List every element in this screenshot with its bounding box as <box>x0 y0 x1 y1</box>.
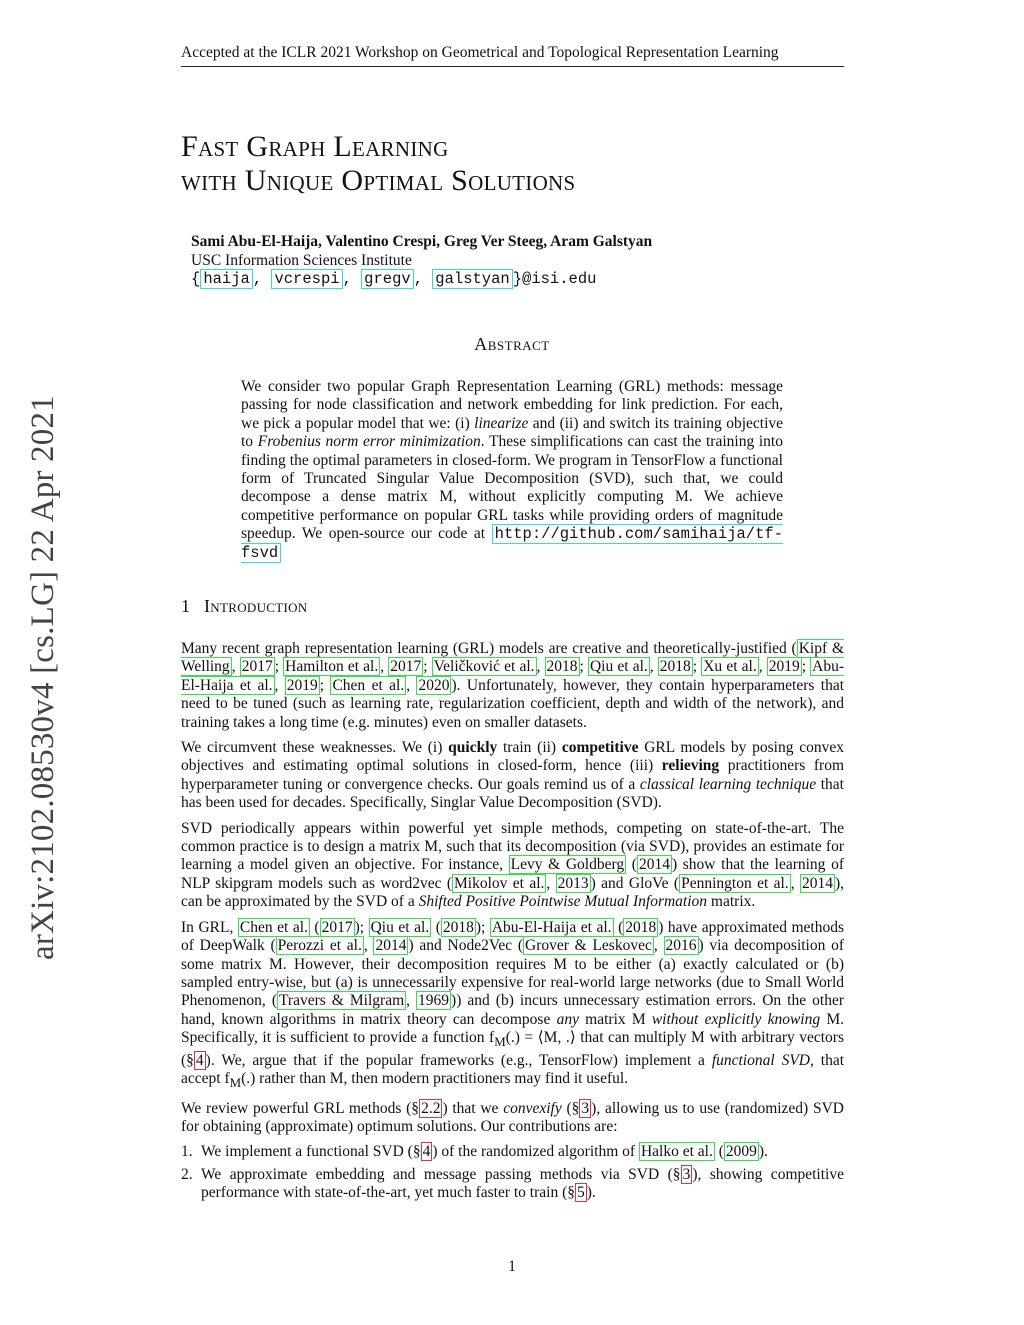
citation-year-link[interactable]: 2017 <box>390 658 422 676</box>
email-separator: , <box>252 270 272 288</box>
text: ), allowing us to use (randomized) SVD for obtaining (approximate) optimum solutions. Our contributions are: <box>181 1099 844 1135</box>
text: We circumvent these weaknesses. We (i) <box>181 739 449 757</box>
text: ) and GloVe ( <box>590 874 680 892</box>
text: We review powerful GRL methods (§ <box>181 1099 420 1117</box>
intro-paragraph-2 <box>181 739 844 813</box>
citation-link[interactable]: Abu-El-Haija et al. <box>181 658 845 694</box>
abstract-emphasis: linearize <box>474 414 529 432</box>
list-item-text <box>201 1166 844 1203</box>
text: ). <box>758 1143 768 1161</box>
citation-link[interactable]: Perozzi et al. <box>277 937 362 955</box>
text: ) via decomposition of some matrix M. However, their decomposition requires M to be either (a) exactly calculated or (b) sampled entry-wise, but (a) is unnecessarily expensive for real-world large networks (due to Small World Phenomenon, ( <box>181 937 845 1010</box>
citation-year-link[interactable]: 2014 <box>375 937 407 955</box>
italic-text: without explicitly knowing <box>651 1010 821 1028</box>
citation-year-link[interactable]: 2020 <box>418 676 450 694</box>
email-link[interactable]: gregv <box>361 269 414 289</box>
text: ), showing competitive performance with state-of-the-art, yet much faster to train (§ <box>201 1165 844 1202</box>
citation-link[interactable]: Hamilton et al. <box>285 658 379 676</box>
email-domain: }@isi.edu <box>512 270 597 288</box>
paper-title <box>181 130 576 198</box>
title-line-2: with Unique Optimal Solutions <box>181 164 576 197</box>
section-ref-link[interactable]: 4 <box>195 1051 204 1069</box>
section-ref-link[interactable]: 3 <box>682 1165 691 1183</box>
email-open: { <box>191 270 201 288</box>
citation-year-link[interactable]: 2018 <box>546 658 578 676</box>
section-title: Introduction <box>204 596 308 616</box>
text: (§ <box>561 1099 580 1117</box>
bold-text: competitive <box>561 739 639 757</box>
math-subscript: M <box>494 1034 506 1050</box>
citation-link[interactable]: Abu-El-Haija et al. <box>491 918 612 936</box>
italic-text: any <box>556 1010 579 1028</box>
list-number: 2. <box>181 1165 193 1183</box>
list-number: 1. <box>181 1143 193 1161</box>
page-number: 1 <box>508 1258 516 1275</box>
section-heading <box>181 596 307 617</box>
citation-link[interactable]: Halko et al. <box>640 1143 713 1161</box>
email-link[interactable]: vcrespi <box>271 269 342 289</box>
text: ). We, argue that if the popular frameworks (e.g., TensorFlow) implement a <box>205 1051 712 1069</box>
citation-year-link[interactable]: 2018 <box>442 918 474 936</box>
citation-link[interactable]: Qiu et al. <box>589 658 648 676</box>
text: ). Unfortunately, however, they contain hyperparameters that need to be tuned (such as learning rate, regularization coefficient, depth and width of the network), and training takes a long time (e.g. minutes) even on smaller datasets. <box>181 676 845 731</box>
author-block <box>191 232 652 289</box>
citation-link[interactable]: Xu et al. <box>703 658 757 676</box>
running-header: Accepted at the ICLR 2021 Workshop on Geometrical and Topological Representation Learning <box>181 44 779 61</box>
intro-paragraph-1: Many recent graph representation learning (GRL) models are creative and theoretically-justified ( Kipf & Welling , 2017 ; Hamilton et al. , 2017 ; Veličković et al. , 2018 ; Qiu et al. , 2018 ; Xu et al. , 2019 ; Abu-El-Haija et al. , 2019 ; Chen et al. , 2020 ). Unfortunately, however, they contain hyperparameters that need to be tuned (such as learning rate, regularization coefficient, depth and width of the network), and training takes a long time (e.g. minutes) even on smaller datasets. <box>181 640 845 731</box>
section-ref-link[interactable]: 2.2 <box>421 1099 441 1117</box>
section-ref-link[interactable]: 3 <box>581 1099 590 1117</box>
text: , that accept f <box>181 1051 844 1088</box>
emails <box>191 270 652 289</box>
text: We implement a functional SVD (§ <box>201 1143 421 1161</box>
email-link[interactable]: haija <box>200 269 253 289</box>
affiliation: USC Information Sciences Institute <box>191 252 412 269</box>
text: that has been used for decades. Specifically, Singlar Value Decomposition (SVD). <box>181 775 844 812</box>
citation-year-link[interactable]: 2014 <box>801 874 833 892</box>
text: matrix. <box>707 893 756 911</box>
citation-year-link[interactable]: 2019 <box>768 658 800 676</box>
author-names: Sami Abu-El-Haija, Valentino Crespi, Greg Ver Steeg, Aram Galstyan <box>191 233 653 250</box>
text: train (ii) <box>497 739 562 757</box>
intro-paragraph-4: In GRL, Chen et al. ( 2017 ); Qiu et al. ( 2018 ); Abu-El-Haija et al. ( 2018 ) have approximated methods of DeepWalk ( Perozzi et al. , 2014 ) and Node2Vec ( Grover & Leskovec , 2016 ) via decomposition of some matrix M. However, their decomposition requires M to be either (a) exactly calculated or (b) sampled entry-wise, but (a) is unnecessarily expensive for real-world large networks (due to Small World Phenomenon, ( Travers & Milgram , 1969 )) and (b) incurs unnecessary estimation errors. On the other hand, known algorithms in matrix theory can decompose any matrix M without explicitly knowing M. Specifically, it is sufficient to provide a function $f_M(.)$ = ⟨M, .⟩ that can multiply M with arbitrary vectors (§ 4 ). We, argue that if the popular frameworks (e.g., TensorFlow) implement a functional SVD, that accept $f_M(.)$ rather than M, then modern practitioners may find it useful. <box>181 918 845 1091</box>
text: ) of the randomized algorithm of <box>432 1143 639 1161</box>
citation-year-link[interactable]: 2014 <box>638 856 670 874</box>
text: )) and (b) incurs unnecessary estimation errors. On the other hand, known algorithms in matrix theory can decompose <box>181 992 844 1028</box>
citation-year-link[interactable]: 2018 <box>659 658 691 676</box>
citation-link[interactable]: Mikolov et al. <box>454 874 545 892</box>
text: matrix M <box>578 1010 652 1028</box>
text: SVD periodically appears within powerful yet simple methods, competing on state-of-the-art. The common practice is to design a matrix M, such that its decomposition (via SVD), provides an estimate for learning a model given an objective. For instance, <box>181 819 844 874</box>
citation-link[interactable]: Qiu et al. <box>370 918 430 936</box>
text: ) show that the learning of NLP skipgram models such as word2vec ( <box>181 856 844 892</box>
citation-year-link[interactable]: 2009 <box>725 1143 757 1161</box>
italic-text: Shifted Positive Pointwise Mutual Information <box>418 893 708 911</box>
header-rule <box>181 66 844 67</box>
abstract-body <box>241 378 783 562</box>
bold-text: relieving <box>661 757 720 775</box>
text: (.) = ⟨M, .⟩ that can multiply M with arbitrary vectors (§ <box>181 1029 844 1069</box>
abstract-heading: Abstract <box>474 334 550 354</box>
text: ), can be approximated by the SVD of a <box>181 874 844 911</box>
citation-year-link[interactable]: 2016 <box>665 937 697 955</box>
email-separator: , <box>342 270 362 288</box>
abstract-text: We consider two popular Graph Representation Learning (GRL) methods: message passing for node classification and network embedding for link prediction. For each, we pick a popular model that we: (i) <box>241 378 783 432</box>
intro-paragraph-3: SVD periodically appears within powerful yet simple methods, competing on state-of-the-art. The common practice is to design a matrix M, such that its decomposition (via SVD), provides an estimate for learning a model given an objective. For instance, Levy & Goldberg ( 2014 ) show that the learning of NLP skipgram models such as word2vec ( Mikolov et al. , 2013 ) and GloVe ( Pennington et al. , 2014 ), can be approximated by the SVD of a Shifted Positive Pointwise Mutual Information matrix. <box>181 819 844 911</box>
citation-link[interactable]: Veličković et al. <box>433 658 535 676</box>
arxiv-stamp: arXiv:2102.08530v4 [cs.LG] 22 Apr 2021 <box>25 395 61 960</box>
italic-text: convexify <box>503 1099 562 1117</box>
text: We approximate embedding and message passing methods via SVD (§ <box>201 1165 681 1183</box>
citation-link[interactable]: Grover & Leskovec <box>525 937 652 955</box>
list-item-text: We implement a functional SVD (§ 4 ) of the randomized algorithm of Halko et al. ( 2009 ). <box>201 1143 768 1161</box>
citation-year-link[interactable]: 2013 <box>557 874 589 892</box>
text: ) that we <box>442 1099 504 1117</box>
text: Many recent graph representation learning (GRL) models are creative and theoretically-justified ( <box>181 640 797 657</box>
citation-link[interactable]: Travers & Milgram <box>279 992 405 1010</box>
contributions-list <box>181 1143 844 1202</box>
citation-year-link[interactable]: 2018 <box>625 918 657 936</box>
abstract-emphasis: Frobenius norm error minimization <box>257 433 481 451</box>
text: practitioners from hyperparameter tuning or convergence checks. Our goals remind us of a <box>181 757 844 793</box>
code-url-link[interactable]: http://github.com/samihaija/tf-fsvd <box>241 525 784 562</box>
citation-year-link[interactable]: 2017 <box>321 918 353 936</box>
text: ) and Node2Vec ( <box>408 937 523 955</box>
citation-year-link[interactable]: 2017 <box>241 658 273 676</box>
abstract-text: and (ii) and switch its training objective to <box>241 414 784 451</box>
section-ref-link[interactable]: 5 <box>577 1184 585 1202</box>
italic-text: functional SVD <box>711 1051 810 1069</box>
section-ref-link[interactable]: 4 <box>422 1143 431 1161</box>
list-item <box>181 1143 844 1161</box>
email-link[interactable]: galstyan <box>432 269 512 289</box>
title-line-1: Fast Graph Learning <box>181 130 449 163</box>
citation-link[interactable]: Pennington et al. <box>681 874 789 892</box>
citation-year-link[interactable]: 1969 <box>418 992 450 1010</box>
citation-link[interactable]: Chen et al. <box>239 918 308 936</box>
text: ). <box>586 1184 596 1202</box>
intro-body <box>181 640 844 1207</box>
text: ) have approximated methods of DeepWalk ( <box>181 918 844 955</box>
text: M. Specifically, it is sufficient to provide a function f <box>181 1010 844 1047</box>
citation-year-link[interactable]: 2019 <box>286 676 318 694</box>
math-subscript: M <box>229 1075 242 1091</box>
bold-text: quickly <box>448 739 498 757</box>
abstract-text: . These simplifications can cast the training into finding the optimal parameters in closed-form. We program in TensorFlow a functional form of Truncated Singular Value Decomposition (SVD), such that, we could decompose a dense matrix M, without explicitly computing M. We achieve competitive performance on popular GRL tasks while providing orders of magnitude speedup. We open-source our code at <box>241 433 783 543</box>
list-item <box>181 1166 844 1203</box>
intro-paragraph-5 <box>181 1100 844 1137</box>
text: In GRL, <box>181 918 238 936</box>
text: GRL models by posing convex objectives and estimating optimal solutions in closed-form, hence (iii) <box>181 739 844 775</box>
citation-link[interactable]: Chen et al. <box>332 676 405 694</box>
citation-link[interactable]: Kipf & Welling <box>181 640 845 676</box>
citation-link[interactable]: Levy & Goldberg <box>510 856 625 874</box>
text: (.) rather than M, then modern practitioners may find it useful. <box>241 1070 629 1088</box>
section-number: 1 <box>181 596 190 616</box>
italic-text: classical learning technique <box>639 775 817 793</box>
email-separator: , <box>413 270 433 288</box>
